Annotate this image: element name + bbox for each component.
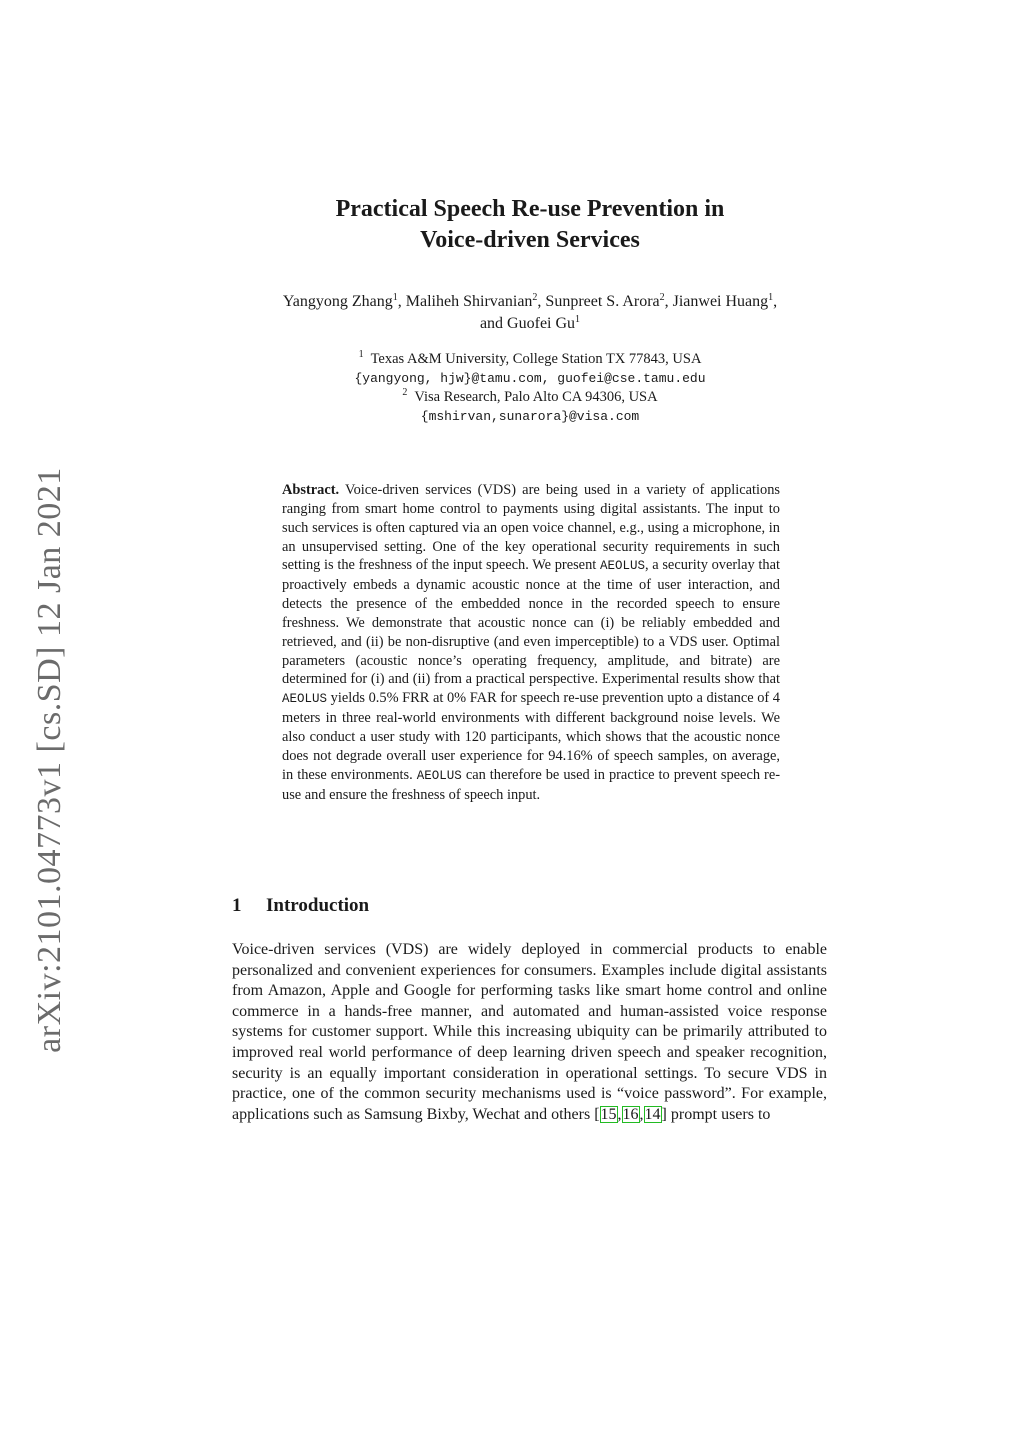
affiliation-2 — [200, 388, 860, 407]
citation-link[interactable]: 16 — [622, 1105, 639, 1123]
author-affiliation-mark: 1 — [392, 292, 398, 303]
introduction-text-continued: prompt users to — [670, 1105, 771, 1123]
abstract-text-2: , a security overlay that proactively embeds a dynamic acoustic nonce at the time of user interaction, and detects the presence of the embedded nonce in the recorded speech to ensure freshness. We demonstrate that acoustic nonce can (i) be reliably embedded and retrieved, and (ii) be non-disruptive (and even imperceptible) to a VDS user. Optimal parameters (acoustic nonce’s operating frequency, amplitude, and bitrate) are determined for (i) and (ii) from a practical perspective. Experimental results show that — [282, 557, 780, 688]
affiliation-1 — [200, 350, 860, 369]
email-1: {yangyong, hjw}@tamu.com, guofei@cse.tamu.edu — [354, 371, 706, 386]
author-name: Maliheh Shirvanian — [405, 293, 533, 310]
section-heading — [232, 895, 832, 917]
title-line-2: Voice-driven Services — [420, 227, 640, 253]
affiliation-text: Visa Research, Palo Alto CA 94306, USA — [414, 389, 658, 405]
abstract-text-1: Voice-driven services (VDS) are being used in a variety of applications ranging from smart home control to payments using digital assistants. The input to such services is often captured via an open voice channel, e.g., using a microphone, in an unsupervised setting. One of the key operational security requirements in such setting is the freshness of the input speech. We present — [282, 482, 781, 574]
author-name: and Guofei Gu — [479, 315, 576, 332]
abstract-text-4: can therefore be used in practice to prevent speech re-use and ensure the freshness of speech input. — [282, 766, 781, 803]
author-line-2 — [200, 313, 860, 335]
author-line-1: Yangyong Zhang$^1$, Maliheh Shirvanian$^2$, Sunpreet S. Arora$^2$, Jianwei Huang$^1$, — [282, 292, 778, 310]
section-number: 1 — [232, 895, 242, 916]
introduction-paragraph — [232, 940, 827, 1125]
abstract-text-3: yields 0.5% FRR at 0% FAR for speech re-use prevention upto a distance of 4 meters in three real-world environments with different background noise levels. We also conduct a user study with 120 participants, which shows that the acoustic nonce does not degrade overall user experience for 94.16% of speech samples, on average, in these environments. — [282, 690, 780, 783]
arxiv-identifier: arXiv:2101.04773v1 [cs.SD] 12 Jan 2021 — [31, 467, 68, 1053]
system-name: AEOLUS — [416, 768, 462, 783]
author-name: Yangyong Zhang — [282, 293, 393, 310]
author-name: Jianwei Huang — [672, 293, 769, 310]
affiliation-mark: 1 — [358, 349, 364, 360]
author-affiliation-mark: 1 — [575, 314, 581, 325]
section-title: Introduction — [266, 895, 370, 916]
citation-link[interactable]: 14 — [644, 1105, 661, 1123]
citation-bracket: [ — [594, 1105, 600, 1123]
author-list — [200, 291, 860, 335]
affiliation-mark: 2 — [402, 387, 408, 398]
author-affiliation-mark: 1 — [768, 292, 774, 303]
abstract-label: Abstract. — [282, 482, 340, 498]
abstract — [282, 481, 780, 804]
citation-bracket: ] — [661, 1105, 667, 1123]
system-name: AEOLUS — [599, 559, 645, 574]
system-name: AEOLUS — [282, 692, 328, 707]
citation-link[interactable]: 15 — [600, 1105, 617, 1123]
author-affiliation-mark: 2 — [659, 292, 665, 303]
introduction-text: Voice-driven services (VDS) are widely deployed in commercial products to enable personalized and convenient experiences for consumers. Examples include digital assistants from Amazon, Apple and Google for performing tasks like smart home control and online commerce in a hands-free manner, and automated and human-assisted voice response systems for customer support. While this increasing ubiquity can be primarily attributed to improved real world performance of deep learning driven speech and speaker recognition, security is an equally important consideration in operational settings. To secure VDS in practice, one of the common security mechanisms used is “voice password”. For example, applications such as Samsung Bixby, Wechat and others — [232, 941, 827, 1123]
email-2: {mshirvan,sunarora}@visa.com — [420, 409, 640, 424]
author-affiliation-mark: 2 — [532, 292, 538, 303]
affiliations — [200, 350, 860, 426]
title-line-1: Practical Speech Re-use Prevention in — [335, 196, 725, 222]
paper-title — [200, 194, 860, 256]
author-name: Sunpreet S. Arora — [545, 293, 660, 310]
citation-group: [15,16,14] — [594, 1105, 667, 1123]
affiliation-text: Texas A&M University, College Station TX 77843, USA — [370, 351, 702, 367]
arxiv-identifier-sidebar — [30, 462, 70, 1058]
